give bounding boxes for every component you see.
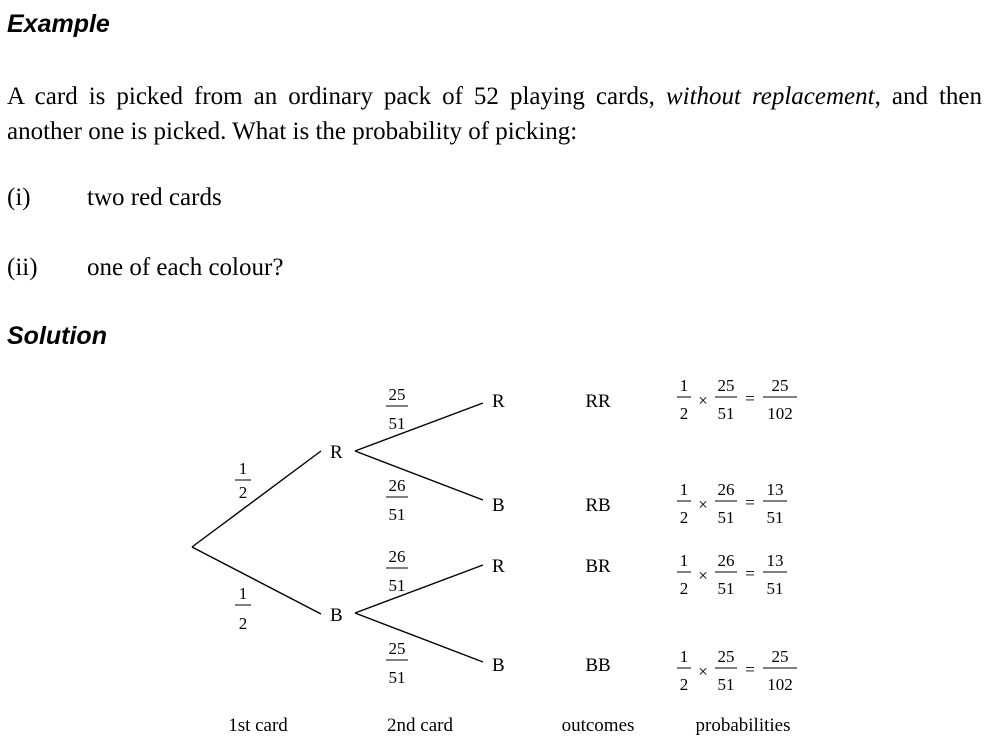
svg-text:2: 2 <box>679 508 689 527</box>
first-bottom-prob <box>235 584 251 633</box>
svg-text:1: 1 <box>679 647 689 666</box>
svg-text:51: 51 <box>388 576 406 595</box>
second-prob-4 <box>386 639 408 687</box>
svg-text:1: 1 <box>679 480 689 499</box>
svg-text:2: 2 <box>679 579 689 598</box>
svg-text:26: 26 <box>717 480 735 499</box>
svg-text:25: 25 <box>717 376 735 395</box>
svg-text:51: 51 <box>766 508 784 527</box>
problem-text-2: , and then another one is picked. What is the probability of picking: <box>7 83 983 145</box>
svg-text:25: 25 <box>388 385 406 404</box>
node-second-rr: R <box>492 391 505 412</box>
svg-text:1: 1 <box>679 551 689 570</box>
svg-text:51: 51 <box>717 675 735 694</box>
svg-text:×: × <box>698 566 708 585</box>
problem-text-1: A card is picked from an ordinary pack of 52 playing cards, <box>7 83 655 110</box>
outcome-rb: RB <box>585 495 611 516</box>
svg-text:=: = <box>745 389 755 408</box>
svg-text:25: 25 <box>388 639 406 658</box>
svg-text:51: 51 <box>388 414 406 433</box>
svg-text:51: 51 <box>388 668 406 687</box>
svg-text:13: 13 <box>766 551 784 570</box>
svg-text:=: = <box>745 660 755 679</box>
first-top-prob <box>235 459 251 502</box>
outcome-bb: BB <box>585 655 611 676</box>
question-2-text: one of each colour? <box>87 254 284 281</box>
svg-text:2: 2 <box>238 483 248 502</box>
svg-text:51: 51 <box>717 579 735 598</box>
svg-text:51: 51 <box>717 404 735 423</box>
svg-text:×: × <box>698 495 708 514</box>
second-prob-3 <box>386 547 408 595</box>
calc-bb <box>677 647 797 694</box>
node-first-b: B <box>330 605 343 626</box>
second-prob-1 <box>386 385 408 433</box>
problem-text-italic: without replacement <box>665 83 875 110</box>
calc-rr <box>677 376 797 423</box>
outcome-rr: RR <box>585 391 611 412</box>
node-first-r: R <box>330 442 343 463</box>
svg-text:25: 25 <box>771 376 789 395</box>
outcome-br: BR <box>585 556 611 577</box>
svg-text:102: 102 <box>767 404 793 423</box>
question-1-text: two red cards <box>87 184 222 211</box>
svg-text:51: 51 <box>766 579 784 598</box>
svg-text:25: 25 <box>717 647 735 666</box>
calc-br <box>677 551 787 598</box>
svg-text:102: 102 <box>767 675 793 694</box>
label-outcomes: outcomes <box>561 715 635 736</box>
question-1-number: (i) <box>7 184 31 211</box>
svg-text:×: × <box>698 391 708 410</box>
svg-text:1: 1 <box>679 376 689 395</box>
label-probabilities: probabilities <box>695 715 791 736</box>
second-prob-2 <box>386 476 408 524</box>
svg-text:51: 51 <box>388 505 406 524</box>
svg-text:13: 13 <box>766 480 784 499</box>
svg-text:51: 51 <box>717 508 735 527</box>
example-heading: Example <box>7 10 110 38</box>
svg-text:25: 25 <box>771 647 789 666</box>
svg-text:=: = <box>745 493 755 512</box>
svg-text:1: 1 <box>238 459 248 478</box>
calc-rb <box>677 480 787 527</box>
svg-text:2: 2 <box>679 675 689 694</box>
label-1st-card: 1st card <box>228 715 288 736</box>
svg-text:26: 26 <box>388 476 406 495</box>
svg-text:26: 26 <box>388 547 406 566</box>
question-2-number: (ii) <box>7 254 38 281</box>
node-second-br: R <box>492 556 505 577</box>
svg-text:2: 2 <box>679 404 689 423</box>
svg-text:1: 1 <box>238 584 248 603</box>
svg-text:2: 2 <box>238 614 248 633</box>
label-2nd-card: 2nd card <box>387 715 453 736</box>
node-second-rb: B <box>492 495 505 516</box>
node-second-bb: B <box>492 655 505 676</box>
svg-text:26: 26 <box>717 551 735 570</box>
svg-text:×: × <box>698 662 708 681</box>
svg-text:=: = <box>745 564 755 583</box>
solution-heading: Solution <box>7 322 107 350</box>
